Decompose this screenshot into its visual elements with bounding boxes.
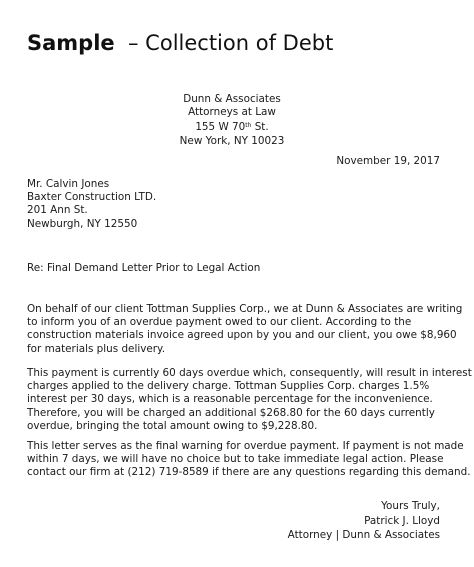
paragraph-line: to inform you of an overdue payment owed to our client. According to the	[27, 316, 412, 329]
signer-name: Patrick J. Lloyd	[364, 514, 440, 527]
recipient-company: Baxter Construction LTD.	[27, 191, 157, 204]
paragraph-line: interest per 30 days, which is a reasonable percentage for the inconvenience.	[27, 393, 433, 406]
paragraph-line: On behalf of our client Tottman Supplies Corp., we at Dunn & Associates are writing	[27, 303, 463, 315]
paragraph-line: This payment is currently 60 days overdue which, consequently, will result in interest	[27, 367, 472, 379]
letter-date: November 19, 2017	[336, 155, 440, 167]
recipient-city: Newburgh, NY 12550	[27, 217, 138, 230]
title-rest: – Collection of Debt	[114, 31, 334, 55]
closing-block	[288, 499, 440, 543]
sender-street	[150, 119, 314, 134]
paragraph-line: for materials plus delivery.	[27, 342, 166, 355]
paragraph-3	[27, 440, 471, 480]
paragraph-line: Therefore, you will be charged an additional $268.80 for the 60 days currently	[27, 406, 435, 419]
paragraph-line: within 7 days, we will have no choice but to take immediate legal action. Please	[27, 453, 444, 466]
paragraph-2	[27, 367, 472, 433]
signer-title: Attorney | Dunn & Associates	[287, 529, 440, 541]
paragraph-line: contact our firm at (212) 719-8589 if there are any questions regarding this demand.	[27, 466, 471, 479]
paragraph-line: This letter serves as the final warning for overdue payment. If payment is not made	[27, 440, 464, 452]
subject-line: Re: Final Demand Letter Prior to Legal Action	[27, 262, 261, 274]
sender-name: Dunn & Associates	[183, 93, 281, 105]
recipient-street: 201 Ann St.	[27, 204, 88, 217]
sender-role: Attorneys at Law	[188, 106, 276, 119]
paragraph-line: construction materials invoice agreed upon by you and our client, you owe $8,960	[27, 329, 457, 342]
document-title	[27, 30, 333, 56]
paragraph-line: overdue, bringing the total amount owing to $9,228.80.	[27, 419, 318, 432]
title-bold: Sample	[27, 31, 115, 55]
sender-street-number: 155 W 70	[195, 121, 246, 134]
recipient-name: Mr. Calvin Jones	[27, 178, 110, 190]
sender-street-suffix: th	[245, 122, 252, 130]
paragraph-line: charges applied to the delivery charge. Tottman Supplies Corp. charges 1.5%	[27, 380, 430, 393]
sender-address	[150, 93, 314, 148]
recipient-address	[27, 178, 156, 231]
paragraph-1	[27, 303, 463, 356]
sender-city: New York, NY 10023	[179, 134, 285, 147]
sender-street-name: St.	[251, 121, 269, 134]
closing-salutation: Yours Truly,	[381, 500, 440, 512]
